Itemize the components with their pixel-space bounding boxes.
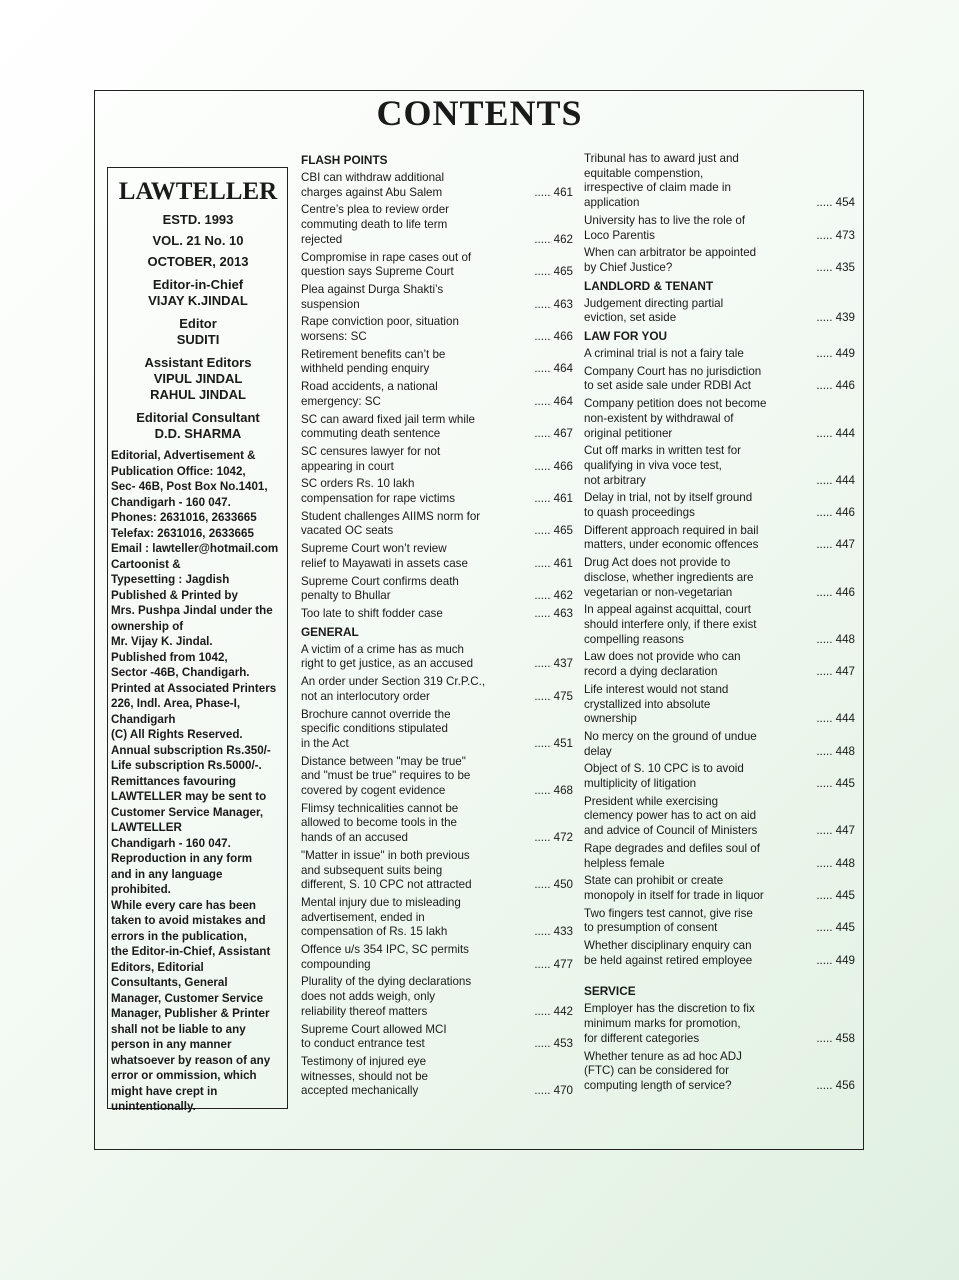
entry-page-number: ..... 453 — [534, 1037, 573, 1051]
entry-title: Cut off marks in written test for qualifying in viva voce test, not arbitrary — [584, 444, 741, 487]
entry-page-number: ..... 444 — [816, 426, 855, 440]
detail-line: might have crept in — [111, 1084, 218, 1098]
contents-entry[interactable] — [584, 842, 855, 871]
entry-title: Plurality of the dying declarations does not adds weigh, only reliability thereof matters — [301, 975, 472, 1018]
entry-title: Plea against Durga Shakti’s suspension — [301, 282, 444, 311]
entry-page-number: ..... 463 — [534, 297, 573, 311]
entry-page-number: ..... 433 — [534, 925, 573, 939]
entry-title: Too late to shift fodder case — [301, 606, 443, 620]
entry-page-number: ..... 465 — [534, 265, 573, 279]
entry-title: Retirement benefits can’t be withheld pending enquiry — [301, 347, 446, 376]
contents-entry[interactable] — [301, 348, 573, 377]
entry-title: Employer has the discretion to fix minimum marks for promotion, for different categories — [584, 1002, 755, 1045]
entry-page-number: ..... 444 — [816, 473, 855, 487]
assistant-editor: VIPUL JINDAL — [153, 371, 243, 386]
contents-entry[interactable] — [301, 675, 573, 704]
section-heading: LAW FOR YOU — [584, 329, 668, 344]
entry-page-number: ..... 463 — [534, 606, 573, 620]
contents-entry[interactable] — [301, 755, 573, 799]
contents-entry[interactable] — [584, 365, 855, 394]
detail-line: ownership of — [111, 619, 184, 633]
entry-page-number: ..... 472 — [534, 831, 573, 845]
detail-line: and in any language — [111, 867, 223, 881]
entry-page-number: ..... 461 — [534, 556, 573, 570]
entry-title: Whether disciplinary enquiry can be held against retired employee — [584, 939, 753, 967]
contents-column-2 — [584, 152, 855, 1097]
detail-line: Chandigarh - 160 047. — [111, 495, 231, 509]
entry-title: Testimony of injured eye witnesses, should not be accepted mechanically — [301, 1054, 428, 1098]
entry-title: Supreme Court won’t review relief to Mayawati in assets case — [301, 542, 468, 570]
detail-line: While every care has been — [111, 898, 256, 912]
detail-line: Phones: 2631016, 2633665 — [111, 511, 257, 524]
entry-page-number: ..... 477 — [534, 957, 573, 971]
entry-title: Compromise in rape cases out of question says Supreme Court — [301, 250, 472, 279]
contents-entry[interactable] — [584, 246, 855, 275]
entry-page-number: ..... 435 — [816, 260, 855, 274]
detail-line: Editorial, Advertisement & — [111, 449, 256, 462]
contents-entry[interactable] — [301, 896, 573, 940]
detail-line: Reproduction in any form — [111, 852, 253, 865]
entry-title: CBI can withdraw additional charges against Abu Salem — [301, 171, 445, 199]
contents-entry[interactable] — [584, 214, 855, 243]
detail-line: Email : lawteller@hotmail.com — [111, 542, 279, 555]
publication-details — [111, 448, 285, 1115]
entry-page-number: ..... 445 — [816, 921, 855, 935]
entry-title: SC can award fixed jail term while commuting death sentence — [301, 412, 475, 441]
detail-line: prohibited. — [111, 883, 171, 896]
entry-title: Mental injury due to misleading advertisement, ended in compensation of Rs. 15 lakh — [301, 895, 461, 939]
entry-title: Company Court has no jurisdiction to set aside sale under RDBI Act — [584, 364, 762, 393]
entry-title: When can arbitrator be appointed by Chief Justice? — [584, 246, 757, 274]
entry-title: Life interest would not stand crystallized into absolute ownership — [584, 682, 729, 726]
entry-title: Road accidents, a national emergency: SC — [301, 380, 438, 408]
detail-line: Publication Office: 1042, — [111, 464, 246, 478]
entry-title: Offence u/s 354 IPC, SC permits compounding — [301, 943, 469, 971]
contents-entry[interactable] — [301, 315, 573, 344]
entry-title: "Matter in issue" in both previous and subsequent suits being different, S. 10 CPC not attracted — [301, 848, 472, 892]
entry-title: An order under Section 319 Cr.P.C., not an interlocutory order — [301, 675, 486, 703]
detail-line: Manager, Customer Service — [111, 991, 264, 1005]
contents-entry[interactable] — [584, 907, 855, 936]
entry-title: Drug Act does not provide to disclose, whether ingredients are vegetarian or non-vegetarian — [584, 556, 754, 599]
contents-entry[interactable] — [584, 730, 855, 759]
editor-in-chief: VIJAY K.JINDAL — [148, 293, 248, 308]
section-heading: SERVICE — [584, 984, 636, 999]
detail-line: Annual subscription Rs.350/- — [111, 743, 271, 757]
detail-line: errors in the publication, — [111, 929, 247, 943]
contents-entry[interactable] — [301, 802, 573, 846]
contents-entry[interactable] — [301, 643, 573, 672]
entry-title: Supreme Court allowed MCI to conduct entrance test — [301, 1022, 447, 1051]
entry-page-number: ..... 466 — [534, 330, 573, 344]
detail-line: Customer Service Manager, — [111, 805, 264, 819]
masthead-box — [107, 167, 288, 1113]
detail-line: Printed at Associated Printers — [111, 681, 277, 695]
contents-entry[interactable] — [301, 607, 573, 622]
entry-title: Distance between "may be true" and "must be true" requires to be covered by cogent evidence — [301, 754, 471, 798]
entry-title: Judgement directing partial eviction, set aside — [584, 296, 724, 325]
contents-entry[interactable] — [584, 152, 855, 211]
page-title: CONTENTS — [376, 93, 583, 133]
contents-entry[interactable] — [584, 491, 855, 520]
detail-line: Chandigarh — [111, 712, 176, 726]
entry-page-number: ..... 447 — [816, 665, 855, 679]
entry-page-number: ..... 475 — [534, 689, 573, 703]
detail-line: person in any manner — [111, 1038, 232, 1051]
detail-line: Telefax: 2631016, 2633665 — [111, 526, 254, 540]
entry-title: State can prohibit or create monopoly in itself for trade in liquor — [584, 874, 764, 902]
entry-page-number: ..... 446 — [816, 379, 855, 393]
contents-entry[interactable] — [301, 445, 573, 474]
entry-page-number: ..... 448 — [816, 856, 855, 870]
entry-page-number: ..... 466 — [534, 459, 573, 473]
contents-entry[interactable] — [584, 650, 855, 679]
entry-title: A criminal trial is not a fairy tale — [584, 347, 744, 361]
entry-title: University has to live the role of Loco Parentis — [584, 213, 746, 242]
magazine-name: LAWTELLER — [118, 178, 278, 205]
contents-entry[interactable] — [584, 524, 855, 553]
entry-page-number: ..... 445 — [816, 777, 855, 791]
assistant-editor: RAHUL JINDAL — [150, 387, 246, 402]
entry-page-number: ..... 449 — [816, 953, 855, 967]
detail-line: Mrs. Pushpa Jindal under the — [111, 604, 273, 617]
entry-page-number: ..... 461 — [534, 492, 573, 506]
entry-title: Rape degrades and defiles soul of helpless female — [584, 841, 760, 870]
detail-line: Typesetting : Jagdish — [111, 573, 230, 586]
detail-line: Mr. Vijay K. Jindal. — [111, 635, 213, 648]
entry-page-number: ..... 467 — [534, 427, 573, 441]
entry-page-number: ..... 449 — [816, 347, 855, 361]
consultant: D.D. SHARMA — [154, 426, 242, 441]
entry-page-number: ..... 464 — [534, 394, 573, 408]
editor-label: Editor — [179, 316, 217, 331]
entry-page-number: ..... 454 — [816, 196, 855, 210]
detail-line: Consultants, General — [111, 976, 228, 989]
contents-entry[interactable] — [301, 413, 573, 442]
entry-page-number: ..... 465 — [534, 524, 573, 538]
contents-entry[interactable] — [584, 397, 855, 441]
detail-line: Sector -46B, Chandigarh. — [111, 666, 250, 679]
entry-page-number: ..... 437 — [534, 657, 573, 671]
contents-entry[interactable] — [301, 1055, 573, 1099]
entry-page-number: ..... 473 — [816, 228, 855, 242]
entry-page-number: ..... 444 — [816, 712, 855, 726]
entry-page-number: ..... 446 — [816, 585, 855, 599]
section-heading: GENERAL — [301, 624, 359, 639]
contents-entry[interactable] — [301, 542, 573, 571]
detail-line: Chandigarh - 160 047. — [111, 836, 231, 850]
entry-title: Student challenges AIIMS norm for vacated OC seats — [301, 509, 481, 538]
detail-line: taken to avoid mistakes and — [111, 914, 266, 927]
detail-line: Editors, Editorial — [111, 960, 204, 974]
detail-line: the Editor-in-Chief, Assistant — [111, 945, 271, 958]
contents-entry[interactable] — [584, 1002, 855, 1046]
detail-line: unintentionally. — [111, 1100, 196, 1113]
entry-title: Law does not provide who can record a dying declaration — [584, 650, 741, 679]
entry-title: In appeal against acquittal, court should interfere only, if there exist compelling reasons — [584, 603, 757, 646]
entry-page-number: ..... 445 — [816, 888, 855, 902]
contents-entry[interactable] — [301, 1023, 573, 1052]
section-heading: FLASH POINTS — [301, 153, 388, 167]
detail-line: Published & Printed by — [111, 588, 238, 602]
editor-in-chief-label: Editor-in-Chief — [152, 277, 244, 292]
entry-title: SC censures lawyer for not appearing in court — [301, 444, 441, 473]
entry-page-number: ..... 461 — [534, 185, 573, 199]
entry-page-number: ..... 458 — [816, 1031, 855, 1045]
entry-page-number: ..... 464 — [534, 362, 573, 376]
entry-title: Supreme Court confirms death penalty to Bhullar — [301, 574, 459, 603]
entry-title: Tribunal has to award just and equitable compenstion, irrespective of claim made in application — [584, 152, 739, 210]
section-heading: LANDLORD & TENANT — [584, 278, 714, 293]
entry-title: Company petition does not become non-existent by withdrawal of original petitioner — [584, 397, 767, 440]
detail-line: Remittances favouring — [111, 774, 236, 788]
spacer — [584, 971, 855, 983]
assistant-editors-label: Assistant Editors — [144, 355, 252, 370]
entry-title: Whether tenure as ad hoc ADJ (FTC) can be considered for computing length of service? — [584, 1049, 742, 1092]
entry-page-number: ..... 448 — [816, 632, 855, 646]
entry-page-number: ..... 462 — [534, 589, 573, 603]
entry-title: Rape conviction poor, situation worsens: SC — [301, 315, 459, 344]
contents-entry[interactable] — [584, 683, 855, 727]
detail-line: (C) All Rights Reserved. — [111, 728, 243, 741]
contents-entry[interactable] — [584, 1050, 855, 1094]
entry-title: Two fingers test cannot, give rise to presumption of consent — [584, 906, 753, 935]
issue-date: OCTOBER, 2013 — [147, 254, 249, 269]
contents-entry[interactable] — [301, 975, 573, 1019]
contents-entry[interactable] — [301, 943, 573, 972]
detail-line: Life subscription Rs.5000/-. — [111, 759, 262, 772]
entry-page-number: ..... 462 — [534, 232, 573, 246]
contents-entry[interactable] — [301, 510, 573, 539]
contents-entry[interactable] — [301, 171, 573, 200]
entry-page-number: ..... 447 — [816, 538, 855, 552]
entry-title: No mercy on the ground of undue delay — [584, 729, 757, 758]
editor: SUDITI — [176, 332, 220, 347]
contents-entry[interactable] — [584, 297, 855, 326]
detail-line: Manager, Publisher & Printer — [111, 1007, 270, 1020]
contents-entry[interactable] — [301, 708, 573, 752]
contents-entry[interactable] — [584, 556, 855, 600]
entry-page-number: ..... 447 — [816, 824, 855, 838]
entry-title: Centre’s plea to review order commuting death to life term rejected — [301, 203, 450, 246]
contents-entry[interactable] — [584, 939, 855, 968]
entry-page-number: ..... 470 — [534, 1084, 573, 1098]
contents-entry[interactable] — [301, 849, 573, 893]
contents-entry[interactable] — [584, 795, 855, 839]
entry-title: Delay in trial, not by itself ground to quash proceedings — [584, 491, 753, 520]
contents-entry[interactable] — [301, 477, 573, 506]
entry-title: SC orders Rs. 10 lakh compensation for rape victims — [301, 477, 456, 506]
contents-entry[interactable] — [301, 251, 573, 280]
detail-line: whatsoever by reason of any — [111, 1053, 271, 1067]
entry-page-number: ..... 448 — [816, 744, 855, 758]
entry-page-number: ..... 450 — [534, 878, 573, 892]
entry-page-number: ..... 456 — [816, 1078, 855, 1092]
detail-line: error or ommission, which — [111, 1069, 257, 1082]
volume: VOL. 21 No. 10 — [152, 233, 244, 248]
estd: ESTD. 1993 — [162, 212, 234, 227]
detail-line: Sec- 46B, Post Box No.1401, — [111, 480, 268, 493]
entry-page-number: ..... 468 — [534, 784, 573, 798]
entry-title: Object of S. 10 CPC is to avoid multiplicity of litigation — [584, 762, 744, 791]
contents-entry[interactable] — [584, 444, 855, 488]
detail-line: LAWTELLER — [111, 821, 182, 834]
entry-page-number: ..... 439 — [816, 311, 855, 325]
contents-entry[interactable] — [301, 283, 573, 312]
entry-title: Different approach required in bail matters, under economic offences — [584, 523, 759, 552]
contents-entry[interactable] — [301, 203, 573, 247]
consultant-label: Editorial Consultant — [136, 410, 260, 425]
detail-line: LAWTELLER may be sent to — [111, 790, 267, 803]
detail-line: Published from 1042, — [111, 650, 228, 664]
entry-title: Brochure cannot override the specific conditions stipulated in the Act — [301, 707, 451, 750]
detail-line: shall not be liable to any — [111, 1022, 246, 1036]
contents-entry[interactable] — [584, 603, 855, 647]
contents-entry[interactable] — [584, 762, 855, 791]
contents-entry[interactable] — [301, 575, 573, 604]
entry-title: President while exercising clemency power has to act on aid and advice of Council of Ministers — [584, 794, 758, 838]
detail-line: 226, Indl. Area, Phase-I, — [111, 697, 241, 710]
contents-entry[interactable] — [584, 874, 855, 903]
contents-entry[interactable] — [301, 380, 573, 409]
entry-page-number: ..... 446 — [816, 506, 855, 520]
entry-title: A victim of a crime has as much right to get justice, as an accused — [301, 642, 474, 671]
entry-title: Flimsy technicalities cannot be allowed to become tools in the hands of an accused — [301, 801, 459, 845]
detail-line: Cartoonist & — [111, 557, 181, 571]
contents-column-1 — [301, 152, 573, 1102]
entry-page-number: ..... 451 — [534, 736, 573, 750]
entry-page-number: ..... 442 — [534, 1004, 573, 1018]
contents-entry[interactable] — [584, 347, 855, 362]
